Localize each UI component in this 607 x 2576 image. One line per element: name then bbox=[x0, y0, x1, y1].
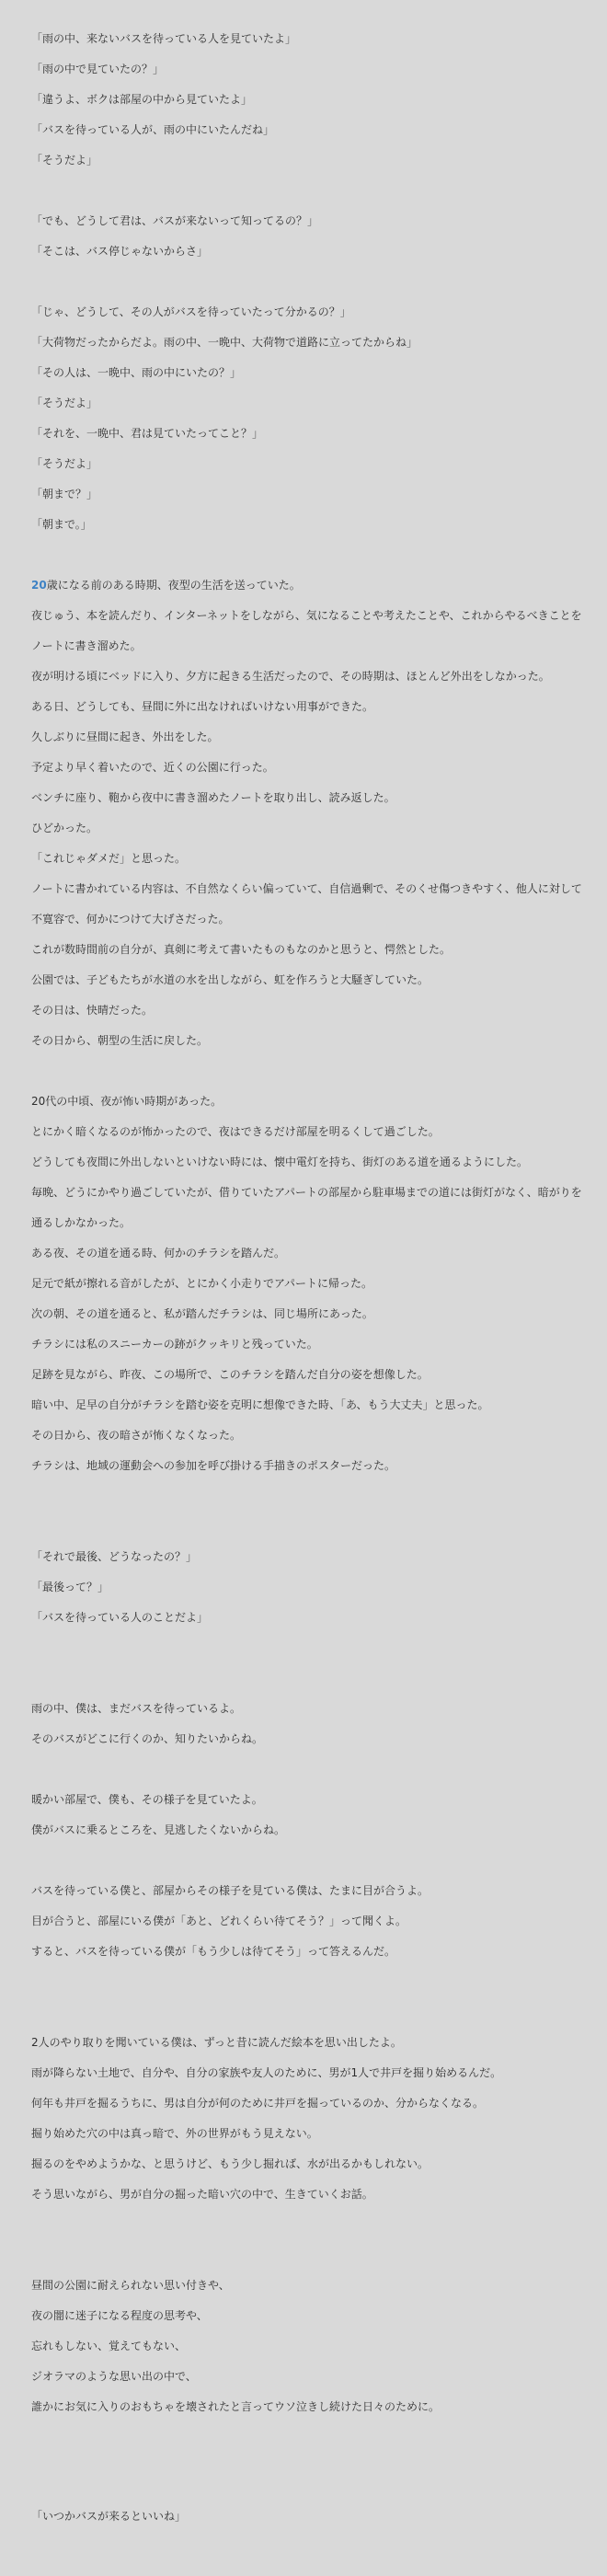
story-line: 20代の中頃、夜が怖い時期があった。 bbox=[31, 1095, 223, 1108]
dialogue-line: 「違うよ、ボクは部屋の中から見ていたよ」 bbox=[31, 93, 253, 106]
dialogue-line: 「そうだよ」 bbox=[31, 457, 98, 470]
story-line: チラシには私のスニーカーの跡がクッキリと残っていた。 bbox=[31, 1338, 318, 1351]
story-block-night-lifestyle bbox=[31, 570, 583, 1056]
dialogue-line: 「そうだよ」 bbox=[31, 154, 98, 167]
story-line: 忘れもしない、覚えてもない、 bbox=[31, 2340, 187, 2352]
story-line: 「これじゃダメだ」と思った。 bbox=[31, 852, 187, 865]
dialogue-line: 「雨の中で見ていたの？」 bbox=[31, 63, 165, 75]
story-line: すると、バスを待っている僕が「もう少しは待てそう」って答えるんだ。 bbox=[31, 1945, 396, 1958]
story-line: 夜じゅう、本を読んだり、インターネットをしながら、気になることや考えたことや、これからやるべきことをノートに書き溜めた。 bbox=[31, 609, 582, 652]
story-line: 足跡を見ながら、昨夜、この場所で、このチラシを踏んだ自分の姿を想像した。 bbox=[31, 1368, 429, 1381]
spacer bbox=[31, 1481, 583, 1542]
story-line: ジオラマのような思い出の中で、 bbox=[31, 2370, 197, 2383]
story-line: 誰かにお気に入りのおもちゃを壊されたと言ってウソ泣きし続けた日々のために。 bbox=[31, 2400, 441, 2413]
story-line: そう思いながら、男が自分の掘った暗い穴の中で、生きていくお話。 bbox=[31, 2188, 373, 2201]
highlighted-number: 20 bbox=[31, 579, 47, 592]
dialogue-block-1 bbox=[31, 24, 583, 176]
spacer bbox=[31, 176, 583, 206]
dialogue-line: 「じゃ、どうして、その人がバスを待っていたって分かるの？」 bbox=[31, 305, 351, 318]
story-line: とにかく暗くなるのが怖かったので、夜はできるだけ部屋を明るくして過ごした。 bbox=[31, 1125, 440, 1138]
story-line: その日から、朝型の生活に戻した。 bbox=[31, 1034, 209, 1047]
spacer bbox=[31, 1056, 583, 1087]
dialogue-block-4 bbox=[31, 1542, 583, 1633]
story-line: 何年も井戸を掘るうちに、男は自分が何のために井戸を掘っているのか、分からなくなる。 bbox=[31, 2097, 485, 2110]
story-line: 雨が降らない土地で、自分や、自分の家族や友人のために、男が1人で井戸を掘り始めるんだ。 bbox=[31, 2066, 502, 2079]
dialogue-line: 「最後って？」 bbox=[31, 1581, 109, 1593]
dialogue-line: 「その人は、一晩中、雨の中にいたの？」 bbox=[31, 366, 242, 379]
dialogue-line: 「大荷物だったからだよ。雨の中、一晩中、大荷物で道路に立ってたからね」 bbox=[31, 336, 418, 349]
story-line: その日から、夜の暗さが怖くなくなった。 bbox=[31, 1429, 242, 1442]
dialogue-line: 「バスを待っている人が、雨の中にいたんだね」 bbox=[31, 123, 275, 136]
story-line: ひどかった。 bbox=[31, 822, 98, 834]
dialogue-line: 「それを、一晩中、君は見ていたってこと？」 bbox=[31, 427, 264, 440]
story-line: 夜が明ける頃にベッドに入り、夕方に起きる生活だったので、その時期は、ほとんど外出をしなかった。 bbox=[31, 670, 550, 683]
dialogue-line: 「そうだよ」 bbox=[31, 397, 98, 409]
story-line: 目が合うと、部屋にいる僕が「あと、どれくらい待てそう？」って聞くよ。 bbox=[31, 1915, 407, 1927]
story-line: 久しぶりに昼間に起き、外出をした。 bbox=[31, 730, 219, 743]
story-line: そのバスがどこに行くのか、知りたいからね。 bbox=[31, 1732, 264, 1745]
story-line: その日は、快晴だった。 bbox=[31, 1004, 154, 1017]
story-line: ノートに書かれている内容は、不自然なくらい偏っていて、自信過剰で、そのくせ傷つきやすく、他人に対して不寛容で、何かにつけて大げさだった。 bbox=[31, 882, 582, 926]
story-line: 公園では、子どもたちが水道の水を出しながら、虹を作ろうと大騒ぎしていた。 bbox=[31, 973, 429, 986]
story-line: これが数時間前の自分が、真剣に考えて書いたものもなのかと思うと、愕然とした。 bbox=[31, 943, 452, 956]
story-line: 夜の闇に迷子になる程度の思考や、 bbox=[31, 2309, 208, 2322]
story-line: 予定より早く着いたので、近くの公園に行った。 bbox=[31, 761, 274, 774]
story-line: ある夜、その道を通る時、何かのチラシを踏んだ。 bbox=[31, 1247, 286, 1259]
dialogue-line: 「でも、どうして君は、バスが来ないって知ってるの？」 bbox=[31, 214, 319, 227]
story-line: 暖かい部屋で、僕も、その様子を見ていたよ。 bbox=[31, 1793, 263, 1806]
spacer bbox=[31, 1967, 583, 2028]
story-block-waiting-in-rain bbox=[31, 1694, 583, 1754]
spacer bbox=[31, 1754, 583, 1785]
story-line: 昼間の公園に耐えられない思い付きや、 bbox=[31, 2279, 230, 2292]
story-line: チラシは、地域の運動会への参加を呼び掛ける手描きのポスターだった。 bbox=[31, 1459, 396, 1472]
story-line: 暗い中、足早の自分がチラシを踏む姿を克明に想像できた時、「あ、もう大丈夫」と思った。 bbox=[31, 1398, 489, 1411]
spacer bbox=[31, 2422, 583, 2501]
closing-line: 「いつかバスが来るといいね」 bbox=[31, 2510, 187, 2523]
dialogue-line: 「それで最後、どうなったの？」 bbox=[31, 1550, 198, 1563]
story-line-text: 歳になる前のある時期、夜型の生活を送っていた。 bbox=[46, 579, 301, 592]
story-line: 2人のやり取りを聞いている僕は、ずっと昔に読んだ絵本を思い出したよ。 bbox=[31, 2036, 402, 2049]
story-block-well-digger bbox=[31, 2028, 583, 2210]
story-line: バスを待っている僕と、部屋からその様子を見ている僕は、たまに目が合うよ。 bbox=[31, 1884, 429, 1897]
story-line: 掘るのをやめようかな、と思うけど、もう少し掘れば、水が出るかもしれない。 bbox=[31, 2157, 429, 2170]
spacer bbox=[31, 2210, 583, 2271]
story-line: 足元で紙が擦れる音がしたが、とにかく小走りでアパートに帰った。 bbox=[31, 1277, 373, 1290]
story-block-fear-of-night bbox=[31, 1087, 583, 1481]
spacer bbox=[31, 1633, 583, 1694]
dialogue-block-2 bbox=[31, 206, 583, 267]
dialogue-line: 「朝まで？」 bbox=[31, 488, 98, 500]
story-block-eye-contact bbox=[31, 1876, 583, 1967]
spacer bbox=[31, 1846, 583, 1876]
story-line: ある日、どうしても、昼間に外に出なければいけない用事ができた。 bbox=[31, 700, 374, 713]
story-block-dedication bbox=[31, 2271, 583, 2422]
dialogue-line: 「バスを待っている人のことだよ」 bbox=[31, 1611, 209, 1624]
story-line: 次の朝、その道を通ると、私が踏んだチラシは、同じ場所にあった。 bbox=[31, 1307, 373, 1320]
dialogue-line: 「そこは、バス停じゃないからさ」 bbox=[31, 245, 209, 258]
story-line: どうしても夜間に外出しないといけない時には、懐中電灯を持ち、街灯のある道を通るようにした。 bbox=[31, 1156, 529, 1168]
spacer bbox=[31, 540, 583, 570]
story-line bbox=[31, 570, 583, 601]
dialogue-line: 「雨の中、来ないバスを待っている人を見ていたよ」 bbox=[31, 32, 297, 45]
story-line: 毎晩、どうにかやり過ごしていたが、借りていたアパートの部屋から駐車場までの道には街灯がなく、暗がりを通るしかなかった。 bbox=[31, 1186, 582, 1229]
story-block-watching-from-room bbox=[31, 1785, 583, 1846]
story-line: 僕がバスに乗るところを、見逃したくないからね。 bbox=[31, 1823, 286, 1836]
spacer bbox=[31, 267, 583, 297]
story-line: ベンチに座り、鞄から夜中に書き溜めたノートを取り出し、読み返した。 bbox=[31, 791, 395, 804]
story-line: 雨の中、僕は、まだバスを待っているよ。 bbox=[31, 1702, 242, 1715]
dialogue-line: 「朝まで。」 bbox=[31, 518, 92, 531]
story-line: 掘り始めた穴の中は真っ暗で、外の世界がもう見えない。 bbox=[31, 2127, 318, 2140]
dialogue-block-3 bbox=[31, 297, 583, 540]
